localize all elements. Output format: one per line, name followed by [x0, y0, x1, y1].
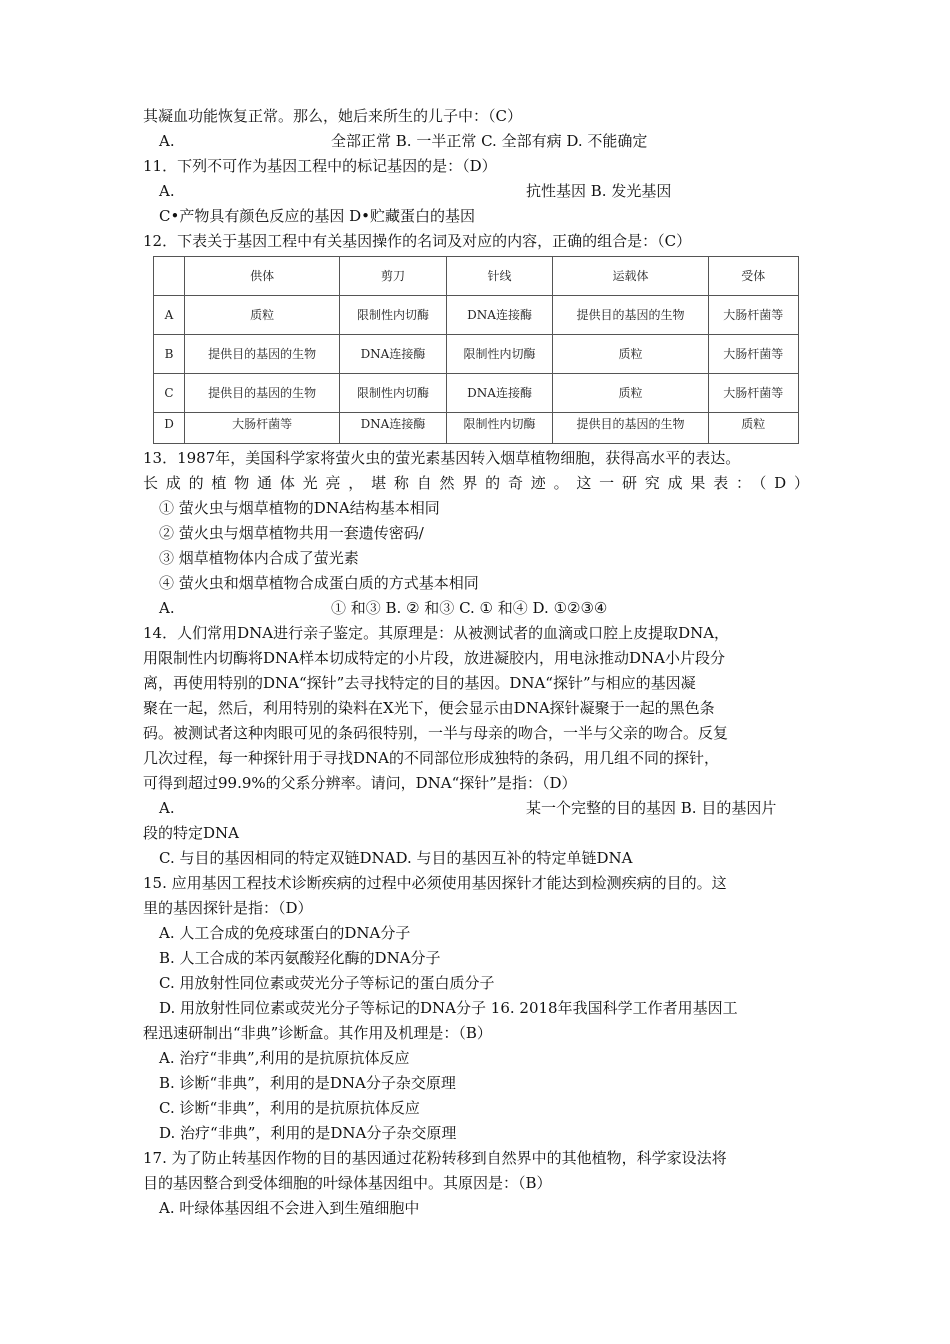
table-row: [154, 374, 799, 413]
q15-option: B. 人工合成的苯丙氨酸羟化酶的DNA分子: [159, 949, 441, 967]
table-header-row: [154, 257, 799, 296]
q11-stem: 11．下列不可作为基因工程中的标记基因的是：（D）: [143, 157, 497, 175]
table-cell: 提供目的基因的生物: [553, 413, 708, 444]
q13-item: ③ 烟草植物体内合成了萤光素: [159, 549, 359, 567]
q10-stem-tail: 其凝血功能恢复正常。那么，她后来所生的儿子中：（C）: [143, 107, 522, 125]
q13-option-a: A.: [159, 599, 175, 617]
q16-option: C. 诊断“非典”，利用的是抗原抗体反应: [159, 1099, 420, 1117]
table-cell: 质粒: [553, 374, 708, 413]
table-header-cell: 受体: [708, 257, 798, 296]
q15-option-d-q16-stem: D. 用放射性同位素或荧光分子等标记的DNA分子 16. 2018年我国科学工作者用基因工: [159, 999, 738, 1017]
q11-option-rest: 抗性基因 B. 发光基因: [526, 182, 672, 200]
table-cell: 大肠杆菌等: [708, 335, 798, 374]
q16-option: A. 治疗“非典”,利用的是抗原抗体反应: [159, 1049, 410, 1067]
q14-stem-line: 用限制性内切酶将DNA样本切成特定的小片段，放进凝胶内，用电泳推动DNA小片段分: [143, 649, 725, 667]
q15-stem-line1: 15. 应用基因工程技术诊断疾病的过程中必须使用基因探针才能达到检测疾病的目的。这: [143, 874, 727, 892]
table-header-cell: 针线: [446, 257, 553, 296]
table-cell: 限制性内切酶: [446, 335, 553, 374]
q16-option: B. 诊断“非典”，利用的是DNA分子杂交原理: [159, 1074, 456, 1092]
document-page: [143, 104, 809, 1221]
q11-options-cd: C•产物具有颜色反应的基因 D•贮藏蛋白的基因: [159, 207, 475, 225]
q10-options: [143, 129, 809, 154]
q14-options-ab: [143, 796, 809, 821]
q14-stem-line: 码。被测试者这种肉眼可见的条码很特别，一半与母亲的吻合，一半与父亲的吻合。反复: [143, 724, 729, 742]
table-cell: B: [154, 335, 185, 374]
table-cell: DNA连接酶: [446, 374, 553, 413]
q16-stem-line2: 程迅速研制出“非典”诊断盒。其作用及机理是：（B）: [143, 1024, 492, 1042]
q13-item: ② 萤火虫与烟草植物共用一套遗传密码/: [159, 524, 424, 542]
table-cell: 质粒: [553, 335, 708, 374]
table-cell: 提供目的基因的生物: [185, 335, 340, 374]
q15-stem-line2: 里的基因探针是指：（D）: [143, 899, 313, 917]
q15-option: A. 人工合成的免疫球蛋白的DNA分子: [159, 924, 411, 942]
q13-item: ① 萤火虫与烟草植物的DNA结构基本相同: [159, 499, 440, 517]
q14-stem-line: 可得到超过99.9%的父系分辨率。请问，DNA“探针”是指：（D）: [143, 774, 577, 792]
table-cell: 大肠杆菌等: [185, 413, 340, 444]
table-cell: DNA连接酶: [340, 413, 447, 444]
q14-option-a: A.: [159, 799, 175, 817]
q13-item: ④ 萤火虫和烟草植物合成蛋白质的方式基本相同: [159, 574, 479, 592]
table-cell: DNA连接酶: [340, 335, 447, 374]
q10-option-rest: 全部正常 B. 一半正常 C. 全部有病 D. 不能确定: [331, 132, 648, 150]
q13-stem-line2: 长成的植物通体光亮，堪称自然界的奇迹。这一研究成果表：（D）: [143, 474, 809, 492]
table-cell: 大肠杆菌等: [708, 374, 798, 413]
table-row: [154, 413, 799, 444]
q14-option-rest: 某一个完整的目的基因 B. 目的基因片: [526, 799, 777, 817]
table-cell: C: [154, 374, 185, 413]
table-cell: 质粒: [185, 296, 340, 335]
q11-option-a: A.: [159, 182, 175, 200]
table-cell: 提供目的基因的生物: [553, 296, 708, 335]
table-cell: 限制性内切酶: [446, 413, 553, 444]
table-cell: 大肠杆菌等: [708, 296, 798, 335]
table-header-cell: [154, 257, 185, 296]
q16-option: D. 治疗“非典”，利用的是DNA分子杂交原理: [159, 1124, 457, 1142]
q11-options-ab: [143, 179, 809, 204]
table-row: [154, 335, 799, 374]
table-row: [154, 296, 799, 335]
table-cell: D: [154, 413, 185, 444]
table-cell: 质粒: [708, 413, 798, 444]
table-cell: 限制性内切酶: [340, 374, 447, 413]
q14-option-wrap: 段的特定DNA: [143, 824, 239, 842]
q15-option: C. 用放射性同位素或荧光分子等标记的蛋白质分子: [159, 974, 495, 992]
q14-options-cd: C. 与目的基因相同的特定双链DNAD. 与目的基因互补的特定单链DNA: [159, 849, 633, 867]
table-header-cell: 供体: [185, 257, 340, 296]
table-header-cell: 运载体: [553, 257, 708, 296]
table-cell: A: [154, 296, 185, 335]
q13-option-rest: ① 和③ B. ② 和③ C. ① 和④ D. ①②③④: [331, 599, 608, 617]
gene-operation-table: [153, 256, 799, 444]
table-header-cell: 剪刀: [340, 257, 447, 296]
q14-stem-line: 离，再使用特别的DNA“探针”去寻找特定的目的基因。DNA“探针”与相应的基因凝: [143, 674, 696, 692]
q13-stem-line1: 13．1987年，美国科学家将萤火虫的萤光素基因转入烟草植物细胞，获得高水平的表达。: [143, 449, 741, 467]
q14-stem-line: 几次过程，每一种探针用于寻找DNA的不同部位形成独特的条码，用几组不同的探针，: [143, 749, 719, 767]
q13-options: [143, 596, 809, 621]
q12-stem: 12．下表关于基因工程中有关基因操作的名词及对应的内容，正确的组合是：（C）: [143, 232, 692, 250]
table-cell: 限制性内切酶: [340, 296, 447, 335]
q10-option-a: A.: [159, 132, 175, 150]
q17-option-a: A. 叶绿体基因组不会进入到生殖细胞中: [159, 1199, 420, 1217]
q17-stem-line1: 17. 为了防止转基因作物的目的基因通过花粉转移到自然界中的其他植物，科学家设法将: [143, 1149, 727, 1167]
q14-stem-line: 14．人们常用DNA进行亲子鉴定。其原理是：从被测试者的血滴或口腔上皮提取DNA，: [143, 624, 730, 642]
table-cell: DNA连接酶: [446, 296, 553, 335]
q17-stem-line2: 目的基因整合到受体细胞的叶绿体基因组中。其原因是：（B）: [143, 1174, 552, 1192]
table-cell: 提供目的基因的生物: [185, 374, 340, 413]
q14-stem-line: 聚在一起，然后，利用特别的染料在X光下，便会显示由DNA探针凝聚于一起的黑色条: [143, 699, 715, 717]
